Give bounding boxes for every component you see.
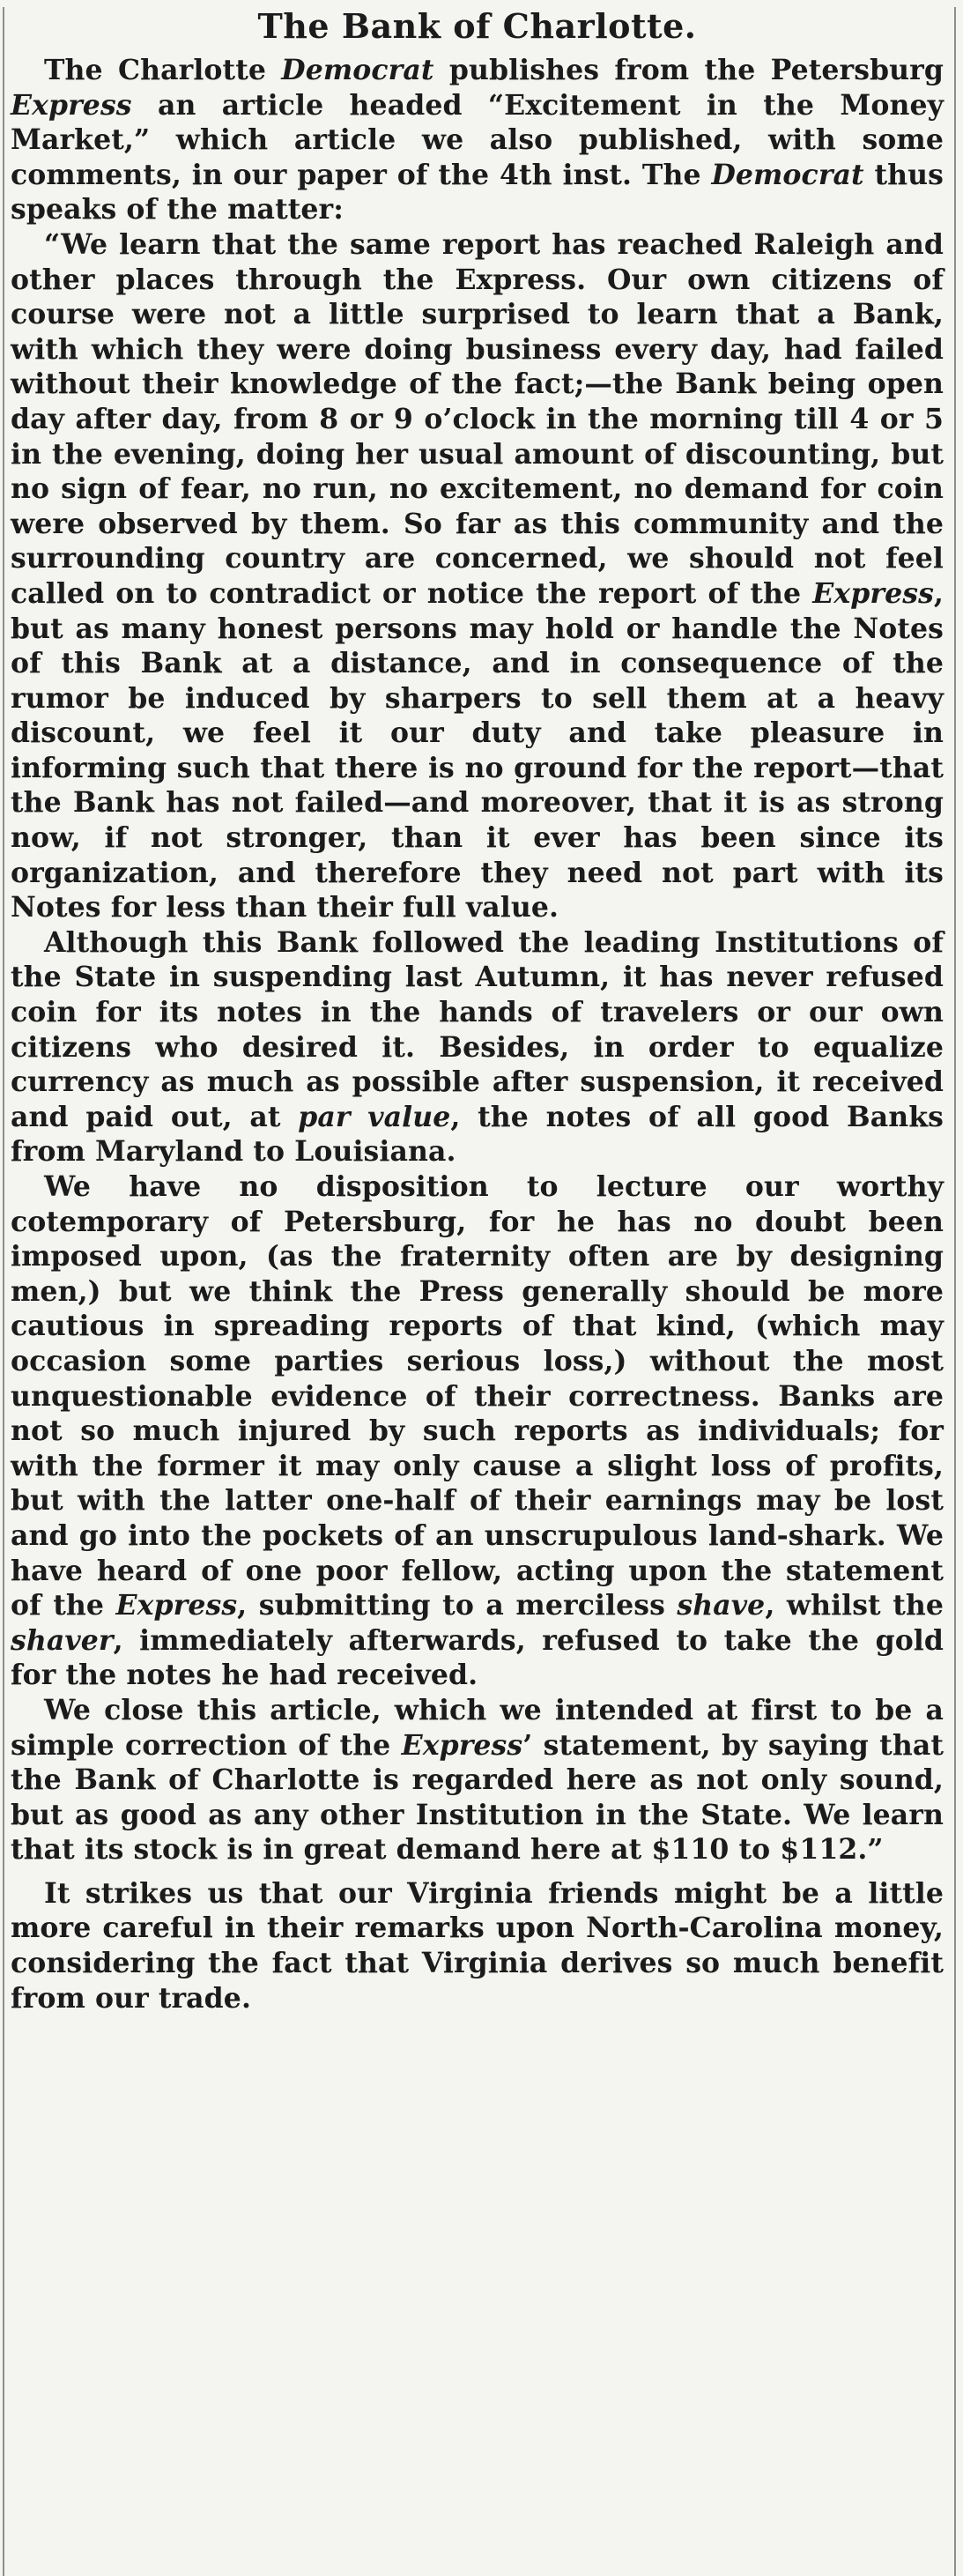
quote-paragraph-4 xyxy=(11,1693,944,1867)
text-run: ’ statement, by saying that the Bank of Charlotte is regarded here as not only sound, but as good as any other Institution in the State. We learn that its stock is in great demand here at $110 to $112.” xyxy=(11,1728,944,1867)
text-run: , whilst the xyxy=(765,1589,944,1622)
quote-paragraph-2 xyxy=(11,925,944,1169)
column-rule-left xyxy=(3,7,4,2576)
text-run: The Charlotte xyxy=(44,54,282,86)
column-rule-right xyxy=(954,7,956,2576)
text-run: It strikes us that our Virginia friends might be a little more careful in their remarks upon North-Carolina money, considering the fact that Virginia derives so much benefit from our trade. xyxy=(11,1876,944,2015)
italic-run: Express xyxy=(812,576,934,610)
text-run: “We learn that the same report has reached Raleigh and other places through the Express. Our own citizens of course were not a little surprised to learn that a Bank, with which they were doing business every day, had failed without their knowledge of the fact;—the Bank being open day after day, from 8 or 9 o’clock in the morning till 4 or 5 in the evening, doing her usual amount of discounting, but no sign of fear, no run, no excitement, no demand for coin were observed by them. So far as this community and the surrounding country are concerned, we should not feel called on to contradict or notice the report of the xyxy=(11,227,944,610)
text-run: We have no disposition to lecture our worthy cotemporary of Petersburg, for he has no doubt been imposed upon, (as the fraternity often are by designing men,) but we think the Press generally should be more cautious in spreading reports of that kind, (which may occasion some parties serious loss,) without the most unquestionable evidence of their correctness. Banks are not so much injured by such reports as individuals; for with the former it may only cause a slight loss of profits, but with the latter one-half of their earnings may be lost and go into the pockets of an unscrupulous land-shark. We have heard of one poor fellow, acting upon the statement of the xyxy=(11,1170,944,1622)
italic-run: par value xyxy=(298,1100,451,1133)
text-run: , submitting to a merciless xyxy=(237,1589,678,1622)
text-run: , immediately afterwards, refused to take the gold for the notes he had received. xyxy=(11,1623,944,1692)
text-run: , but as many honest persons may hold or handle the Notes of this Bank at a distance, and in consequence of the rumor be induced by sharpers to sell them at a heavy discount, we feel it our duty and take pleasure in informing such that there is no ground for the report—that the Bank has not failed—and moreover, that it is as strong now, if not stronger, than it ever has been since its organization, and therefore they need not part with its Notes for less than their full value. xyxy=(11,576,944,924)
text-run: thus speaks of the matter: xyxy=(11,158,944,226)
text-run: Although this Bank followed the leading Institutions of the State in suspending last Autumn, it has never refused coin for its notes in the hands of travelers or our own citizens who desired it. Besides, in order to equalize currency as much as possible after suspension, it received and paid out, at xyxy=(11,925,944,1133)
text-run: an article headed “Excitement in the Money Market,” which article we also published, with some comments, in our paper of the 4th inst. The xyxy=(11,88,944,191)
text-run: , the notes of all good Banks from Maryland to Louisiana. xyxy=(11,1100,944,1169)
newspaper-clipping xyxy=(0,7,963,2576)
text-run: We close this article, which we intended at first to be a simple correction of the xyxy=(11,1693,944,1762)
italic-run: shave xyxy=(677,1589,766,1622)
italic-run: Democrat xyxy=(281,54,434,86)
closing-paragraph xyxy=(11,1876,944,2016)
italic-run: shaver xyxy=(11,1623,114,1657)
italic-run: Express xyxy=(11,88,132,122)
italic-run: Democrat xyxy=(711,158,864,191)
text-run: publishes from the Petersburg xyxy=(433,54,944,86)
italic-run: Express xyxy=(401,1728,523,1762)
intro-paragraph xyxy=(11,53,944,227)
article-headline: The Bank of Charlotte. xyxy=(257,6,697,46)
quote-paragraph-1 xyxy=(11,227,944,925)
quote-paragraph-3 xyxy=(11,1169,944,1693)
italic-run: Express xyxy=(115,1589,238,1622)
